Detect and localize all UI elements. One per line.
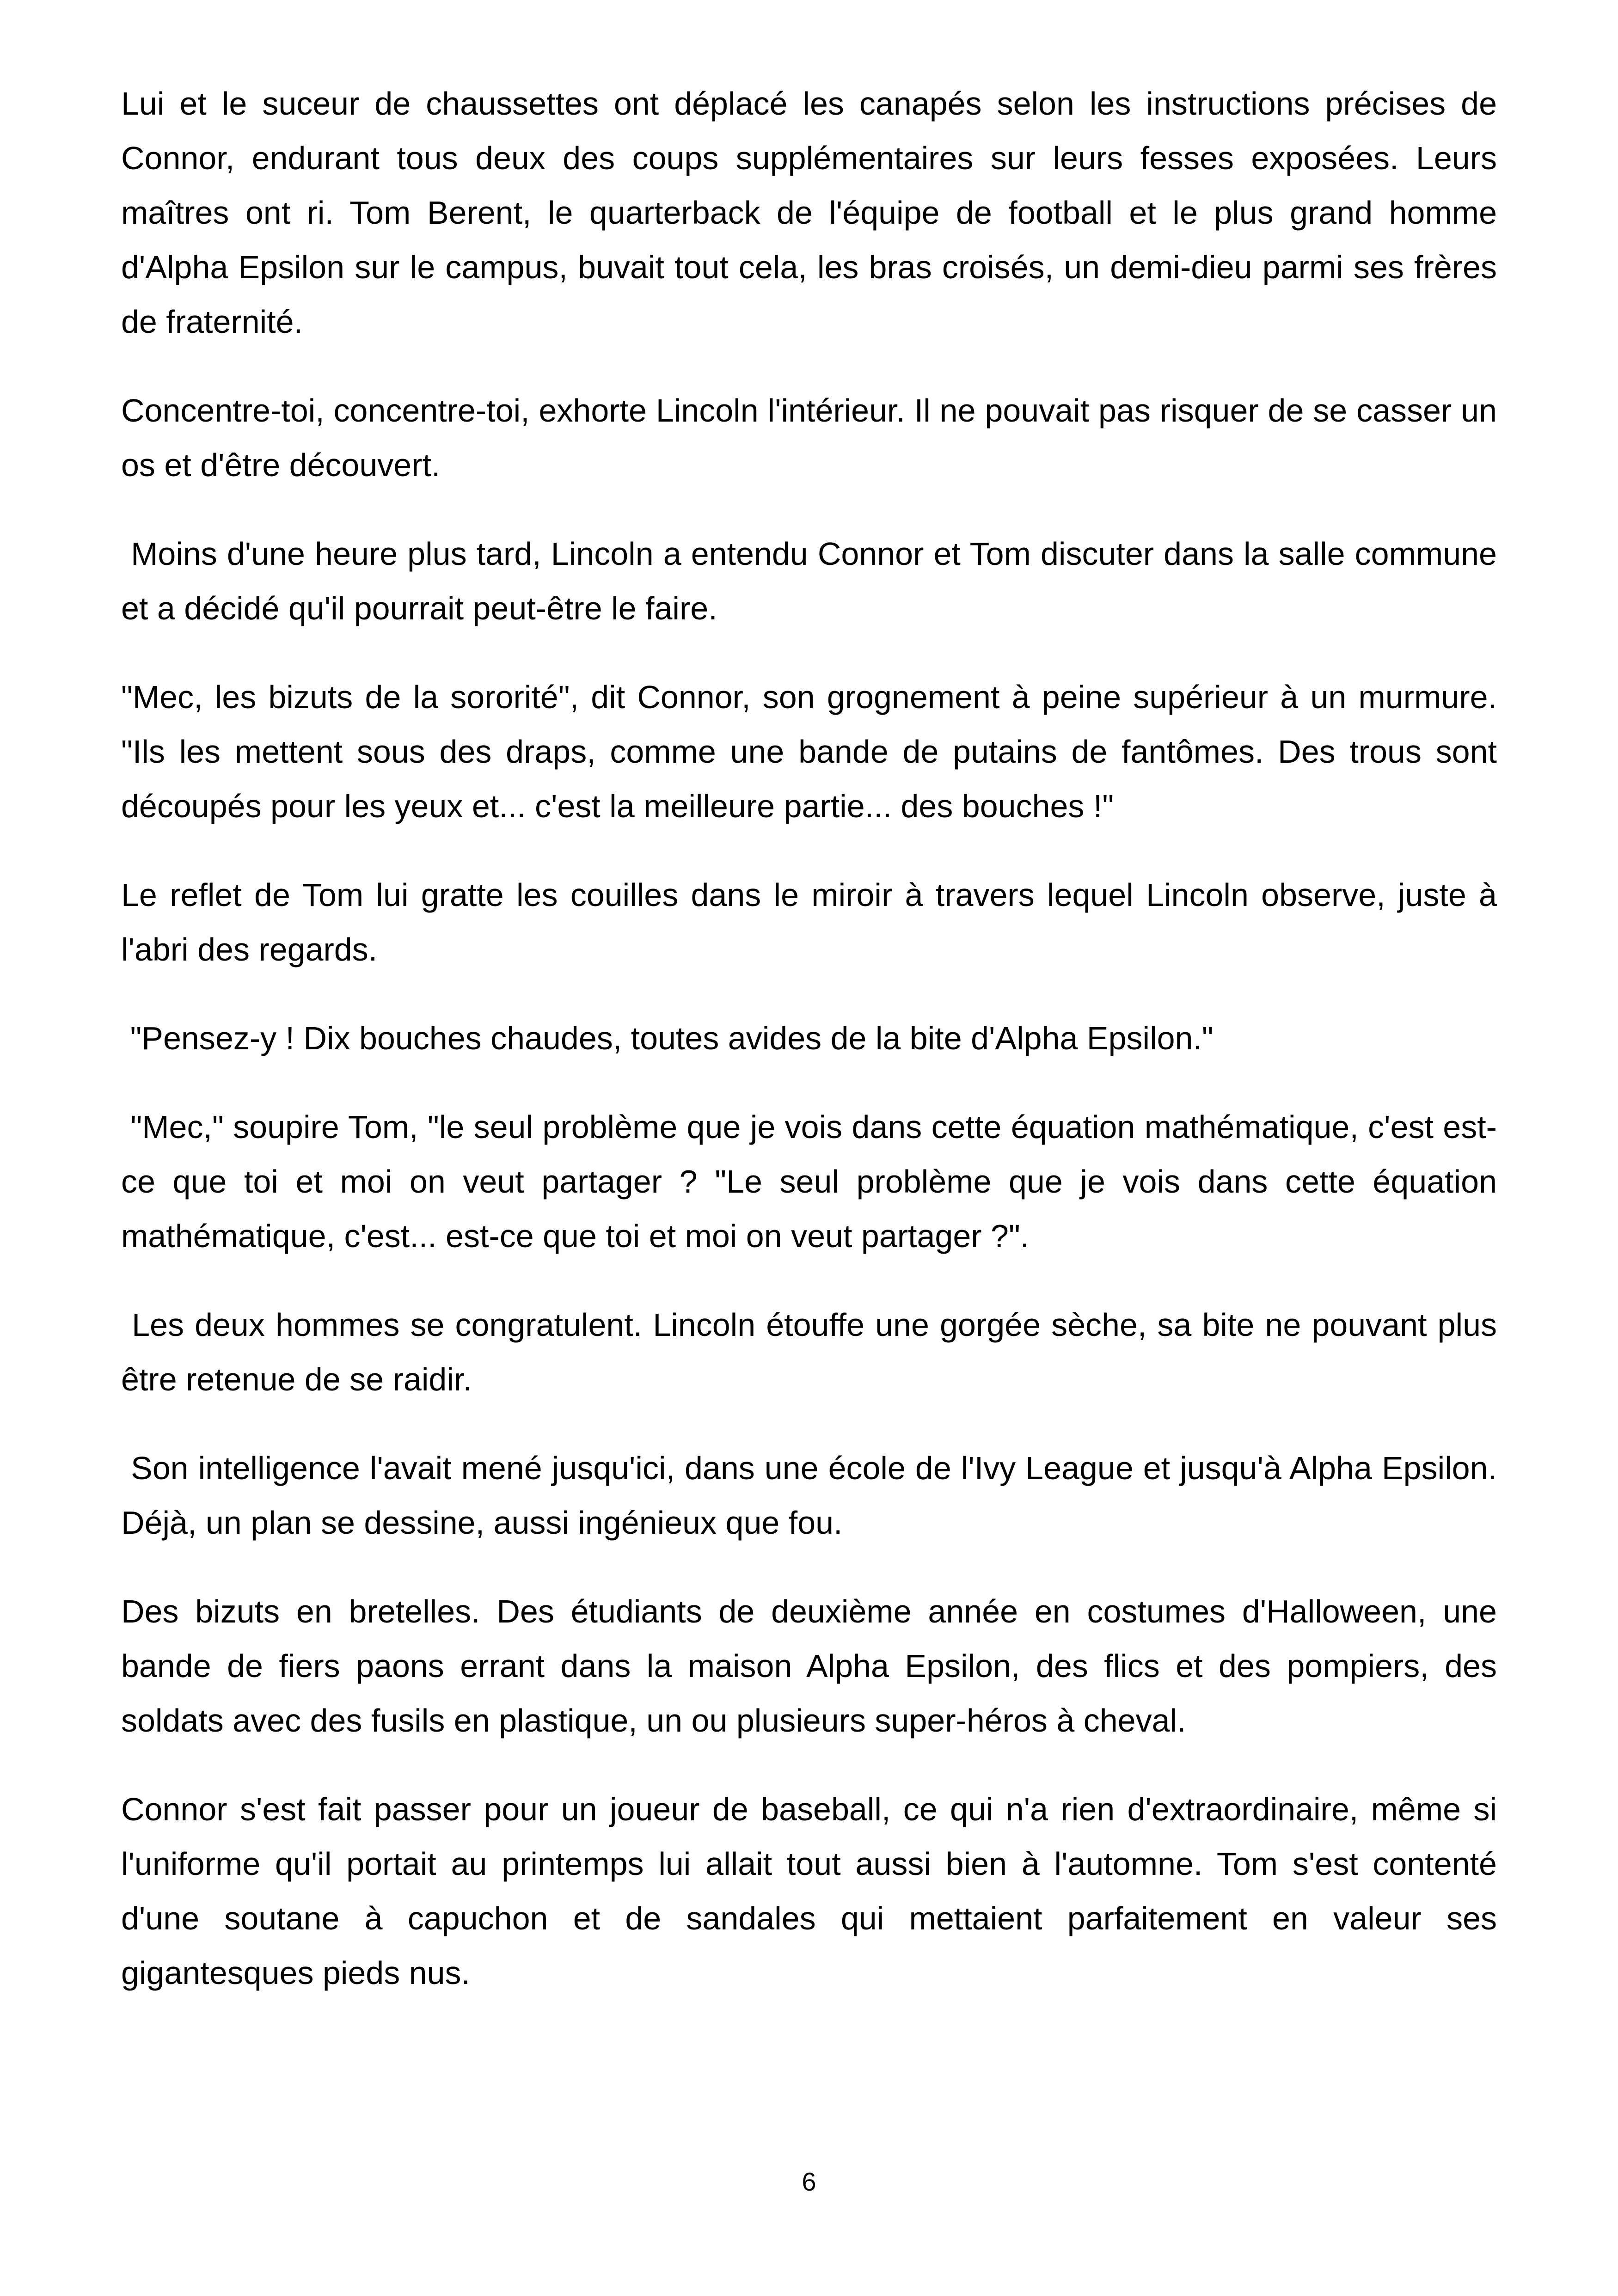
paragraph: Son intelligence l'avait mené jusqu'ici, dans une école de l'Ivy League et jusqu'à Alpha Epsilon. Déjà, un plan se dessine, aussi ingénieux que fou. bbox=[121, 1450, 1506, 1541]
paragraph: "Mec," soupire Tom, "le seul problème que je vois dans cette équation mathématique, c'est est-ce que toi et moi on veut partager ? "Le seul problème que je vois dans cette équation mathématique, c'est... est-ce que toi et moi on veut partager ?". bbox=[121, 1109, 1506, 1254]
page-number: 6 bbox=[802, 2167, 816, 2196]
body-text bbox=[121, 76, 1506, 2034]
paragraph: "Pensez-y ! Dix bouches chaudes, toutes avides de la bite d'Alpha Epsilon." bbox=[121, 1020, 1214, 1056]
paragraph: Les deux hommes se congratulent. Lincoln étouffe une gorgée sèche, sa bite ne pouvant plus être retenue de se raidir. bbox=[121, 1307, 1506, 1397]
paragraph: Moins d'une heure plus tard, Lincoln a entendu Connor et Tom discuter dans la salle commune et a décidé qu'il pourrait peut-être le faire. bbox=[121, 536, 1506, 626]
paragraph: Des bizuts en bretelles. Des étudiants de deuxième année en costumes d'Halloween, une bande de fiers paons errant dans la maison Alpha Epsilon, des flics et des pompiers, des soldats avec des fusils en plastique, un ou plusieurs super-héros à cheval. bbox=[121, 1593, 1506, 1739]
paragraph: Connor s'est fait passer pour un joueur de baseball, ce qui n'a rien d'extraordinaire, même si l'uniforme qu'il portait au printemps lui allait tout aussi bien à l'automne. Tom s'est contenté d'une soutane à capuchon et de sandales qui mettaient parfaitement en valeur ses gigantesques pieds nus. bbox=[121, 1791, 1506, 1991]
paragraph: Le reflet de Tom lui gratte les couilles dans le miroir à travers lequel Lincoln observe, juste à l'abri des regards. bbox=[121, 877, 1506, 967]
paragraph: Concentre-toi, concentre-toi, exhorte Lincoln l'intérieur. Il ne pouvait pas risquer de se casser un os et d'être découvert. bbox=[121, 392, 1506, 483]
paragraph: Lui et le suceur de chaussettes ont déplacé les canapés selon les instructions précises de Connor, endurant tous deux des coups supplémentaires sur leurs fesses exposées. Leurs maîtres ont ri. Tom Berent, le quarterback de l'équipe de football et le plus grand homme d'Alpha Epsilon sur le campus, buvait tout cela, les bras croisés, un demi-dieu parmi ses frères de fraternité. bbox=[121, 86, 1506, 340]
paragraph: "Mec, les bizuts de la sororité", dit Connor, son grognement à peine supérieur à un murmure. "Ils les mettent sous des draps, comme une bande de putains de fantômes. Des trous sont découpés pour les yeux et... c'est la meilleure partie... des bouches !" bbox=[121, 679, 1506, 824]
